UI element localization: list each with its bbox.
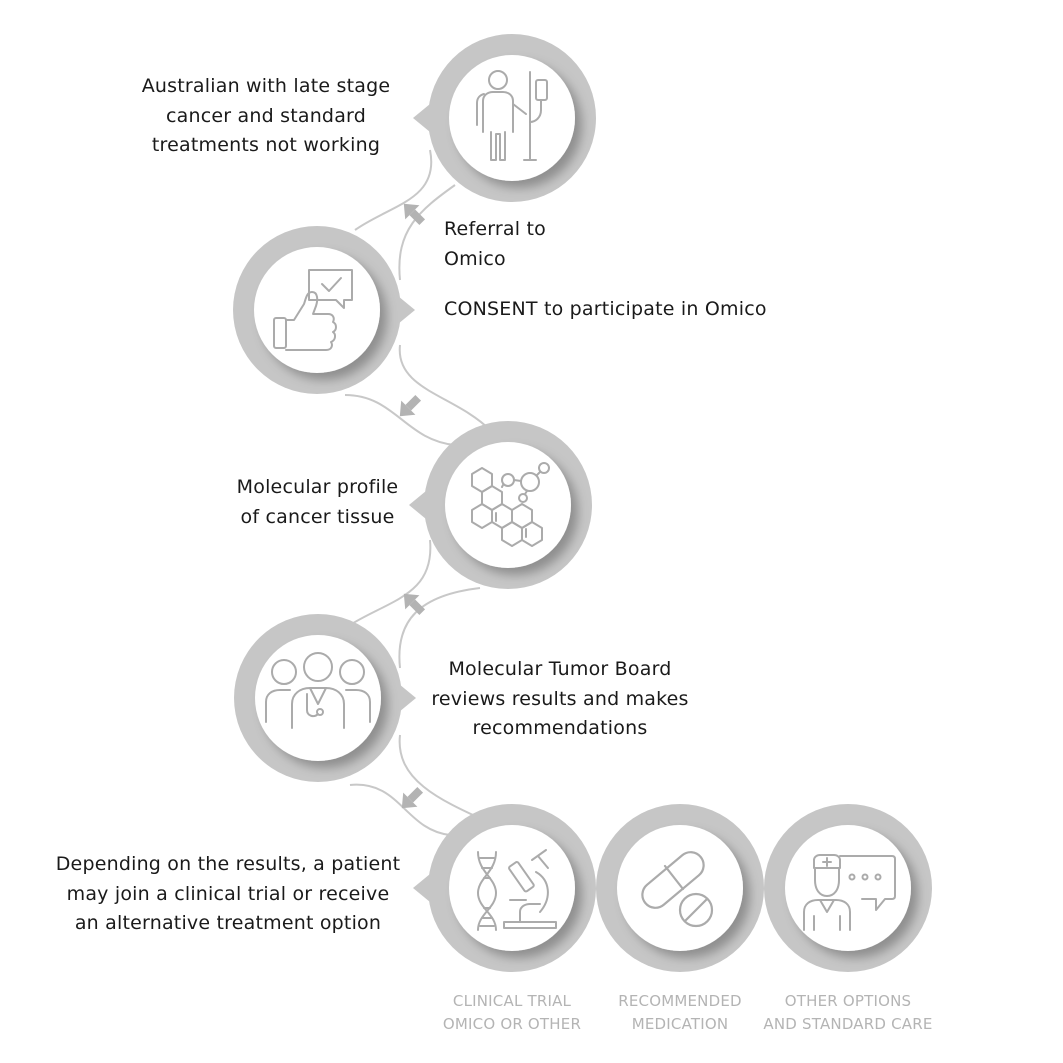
arrow-down-icon	[397, 197, 430, 230]
outcome-2-circle	[596, 804, 764, 972]
connector-2-right	[400, 345, 490, 430]
step-2-circle	[233, 226, 415, 394]
step-4-circle	[234, 614, 416, 782]
step-4-molecular-profile-text: Molecular profile of cancer tissue	[236, 476, 399, 528]
outcome-3-circle	[764, 804, 932, 972]
connector-4-left	[350, 785, 450, 835]
step-5-tumor-board-text: Molecular Tumor Board reviews results and makes recommendations	[431, 658, 689, 739]
step-1-description: Australian with late stage cancer and standard treatments not working	[141, 75, 391, 156]
arrow-down-icon	[393, 391, 426, 424]
step-6-results-text: Depending on the results, a patient may join a clinical trial or receive an alternative treatment option	[55, 853, 401, 934]
outcome-1-caption: CLINICAL TRIAL OMICO OR OTHER	[442, 992, 582, 1033]
outcome-1-circle	[413, 804, 596, 972]
step-1-circle	[413, 34, 596, 202]
arrow-down-icon	[395, 783, 428, 816]
step-3-consent-text: CONSENT to participate in Omico	[444, 298, 767, 320]
step-2-referral-text: Referral to Omico	[444, 218, 546, 270]
step-3-circle	[409, 421, 592, 589]
outcome-3-caption: OTHER OPTIONS AND STANDARD CARE	[763, 992, 933, 1033]
connector-2-left	[345, 395, 455, 445]
outcome-2-caption: RECOMMENDED MEDICATION	[618, 992, 742, 1033]
connector-4-right	[400, 735, 488, 822]
